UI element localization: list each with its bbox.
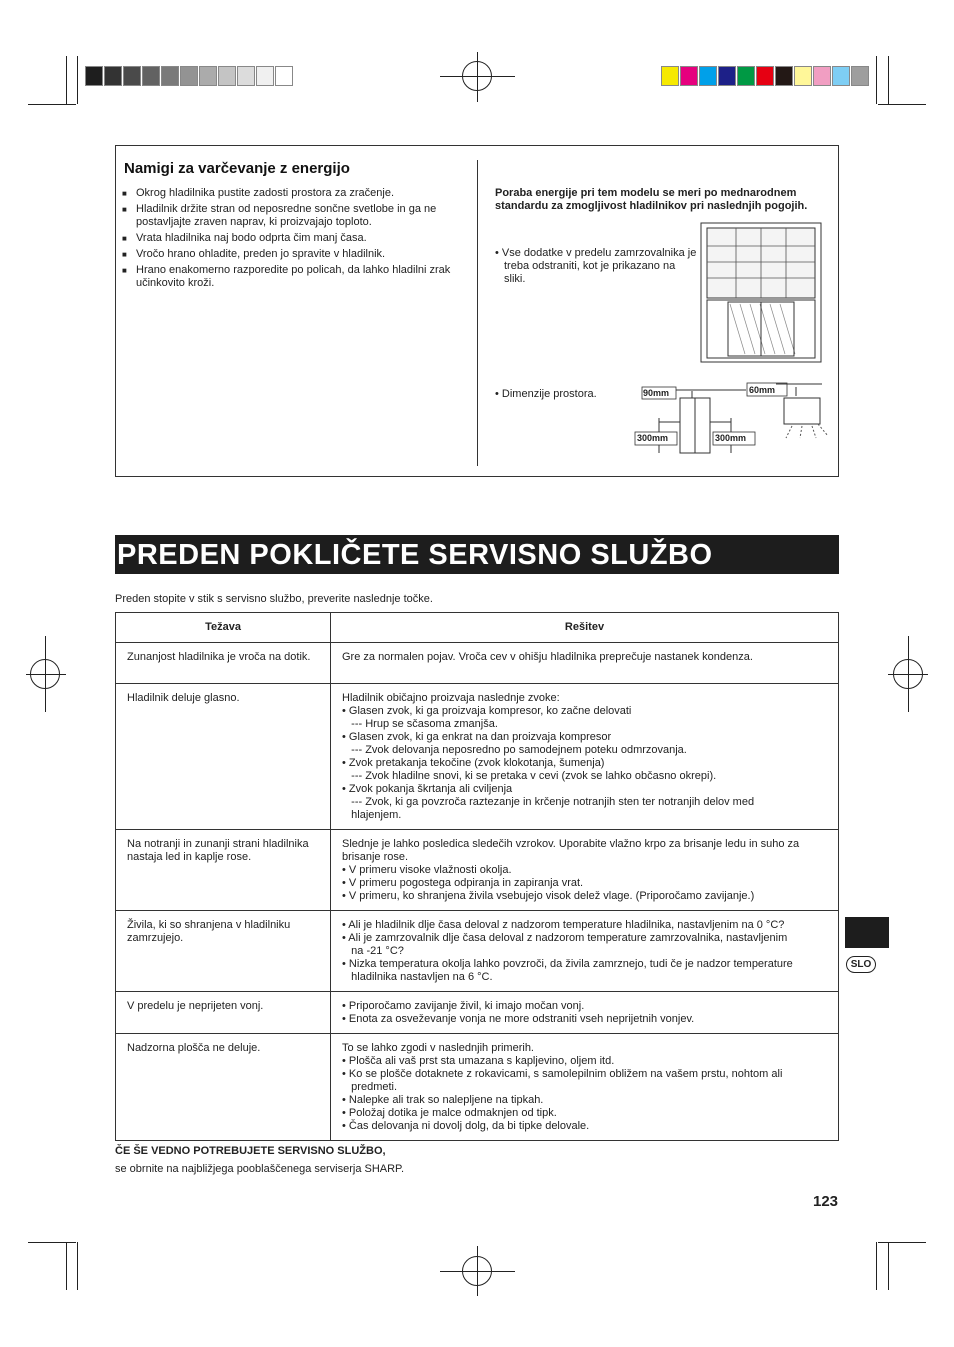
list-item: ■ Vrata hladilnika naj bodo odprta čim manj časa. <box>122 232 462 245</box>
dim-right-label: 300mm <box>715 433 747 443</box>
color-swatch <box>180 66 198 86</box>
dimensions-note: • Dimenzije prostora. <box>495 388 597 400</box>
color-swatch <box>851 66 869 86</box>
table-header-row <box>116 613 839 643</box>
color-swatch <box>218 66 236 86</box>
solution-cell: Slednje je lahko posledica sledečih vzrokov. Uporabite vlažno krpo za brisanje ledu in suho za brisanje rose. • V primeru visoke vlažnosti okolja. • V primeru pogostega odpiranja in zapiranja vrat. • V primeru, ko shranjena živila vsebujejo visok delež vlage. (Priporočamo zavijanje.) <box>331 830 839 911</box>
language-badge: SLO <box>846 956 876 973</box>
section-title: PREDEN POKLIČETE SERVISNO SLUŽBO <box>115 535 839 574</box>
color-swatch <box>832 66 850 86</box>
color-swatch <box>737 66 755 86</box>
intro-text: Preden stopite v stik s servisno službo, preverite naslednje točke. <box>115 593 433 605</box>
color-swatch <box>104 66 122 86</box>
table-row <box>116 992 839 1034</box>
problem-cell: Na notranji in zunanji strani hladilnika nastaja led in kaplje rose. <box>116 830 331 911</box>
language-tab <box>845 917 889 948</box>
solution-cell: • Ali je hladilnik dlje časa deloval z nadzorom temperature hladilnika, nastavljenim na 0 °C? • Ali je zamrzovalnik dlje časa deloval z nadzorom temperature zamrzovalnika, nastavljenim na -21 °C? • Nizka temperatura okolja lahko povzroči, da živila zamrznejo, tudi če je nadzor temperature hladilnika nastavljen na 6 °C. <box>331 911 839 992</box>
problem-cell: Hladilnik deluje glasno. <box>116 684 331 830</box>
tips-list <box>122 187 462 293</box>
table-row <box>116 684 839 830</box>
color-swatch <box>775 66 793 86</box>
list-item: ■ Vročo hrano ohladite, preden jo spravite v hladilnik. <box>122 248 462 261</box>
header-problem: Težava <box>116 613 331 643</box>
tips-title: Namigi za varčevanje z energijo <box>124 160 350 177</box>
problem-cell: Živila, ki so shranjena v hladilniku zamrzujejo. <box>116 911 331 992</box>
color-swatch <box>794 66 812 86</box>
list-item: ■ Hrano enakomerno razporedite po policah, da lahko hladilni zrak učinkovito kroži. <box>122 264 462 290</box>
color-swatch <box>680 66 698 86</box>
table-row <box>116 911 839 992</box>
column-divider <box>477 160 478 466</box>
dim-left-label: 300mm <box>637 433 669 443</box>
solution-cell: Gre za normalen pojav. Vroča cev v ohišju hladilnika preprečuje nastanek kondenza. <box>331 643 839 684</box>
color-swatch <box>813 66 831 86</box>
list-item: ■ Hladilnik držite stran od neposredne sončne svetlobe in ga ne postavljajte zraven naprav, ki proizvajajo toploto. <box>122 203 462 229</box>
color-swatch <box>699 66 717 86</box>
energy-heading: Poraba energije pri tem modelu se meri po mednarodnem standardu za zmogljivost hladilnikov pri naslednjih pogojih. <box>495 187 808 212</box>
color-swatch <box>756 66 774 86</box>
solution-cell: To se lahko zgodi v naslednjih primerih. • Plošča ali vaš prst sta umazana s kapljevino, oljem itd. • Ko se plošče dotaknete z rokavicami, s samolepilnim obližem na vašem prstu, nohtom ali predmeti. • Nalepke ali trak so nalepljene na tipkah. • Položaj dotika je malce odmaknjen od tipk. • Čas delovanja ni dovolj dolg, da bi tipke delovale. <box>331 1034 839 1141</box>
color-swatch <box>199 66 217 86</box>
final-text: se obrnite na najbližjega pooblaščenega serviserja SHARP. <box>115 1163 405 1175</box>
list-item: ■ Okrog hladilnika pustite zadosti prostora za zračenje. <box>122 187 462 200</box>
table-row <box>116 830 839 911</box>
color-swatch <box>661 66 679 86</box>
final-heading: ČE ŠE VEDNO POTREBUJETE SERVISNO SLUŽBO, <box>115 1145 386 1157</box>
color-swatch <box>275 66 293 86</box>
table-row <box>116 1034 839 1141</box>
color-swatch <box>161 66 179 86</box>
dim-top-label: 90mm <box>643 388 670 398</box>
dim-side-label: 60mm <box>749 385 776 395</box>
color-swatch <box>237 66 255 86</box>
table-row <box>116 643 839 684</box>
solution-cell: • Priporočamo zavijanje živil, ki imajo močan vonj. • Enota za osveževanje vonja ne more odstraniti vseh neprijetnih vonjev. <box>331 992 839 1034</box>
fridge-open-illustration <box>700 222 822 364</box>
color-swatch <box>85 66 103 86</box>
problem-cell: V predelu je neprijeten vonj. <box>116 992 331 1034</box>
troubleshooting-table <box>115 612 839 1141</box>
color-swatch <box>718 66 736 86</box>
problem-cell: Nadzorna plošča ne deluje. <box>116 1034 331 1141</box>
problem-cell: Zunanjost hladilnika je vroča na dotik. <box>116 643 331 684</box>
color-swatch <box>256 66 274 86</box>
page-number: 123 <box>813 1193 839 1210</box>
solution-cell: Hladilnik običajno proizvaja naslednje zvoke: • Glasen zvok, ki ga proizvaja kompresor, ko začne delovati --- Hrup se sčasoma zmanjša. • Glasen zvok, ki ga enkrat na dan proizvaja kompresor --- Zvok delovanja neposredno po samodejnem poteku odmrzovanja. • Zvok pretakanja tekočine (zvok klokotanja, šumenja) --- Zvok hladilne snovi, ki se pretaka v cevi (zvok se lahko občasno okrepi). • Zvok pokanja škrtanja ali cviljenja --- Zvok, ki ga povzroča raztezanje in krčenje notranjih sten ter notranjih delov med hlajenjem. <box>331 684 839 830</box>
color-swatch <box>123 66 141 86</box>
header-solution: Rešitev <box>331 613 839 643</box>
accessories-note: • Vse dodatke v predelu zamrzovalnika je treba odstraniti, kot je prikazano na sliki. <box>495 247 697 285</box>
color-swatch <box>142 66 160 86</box>
